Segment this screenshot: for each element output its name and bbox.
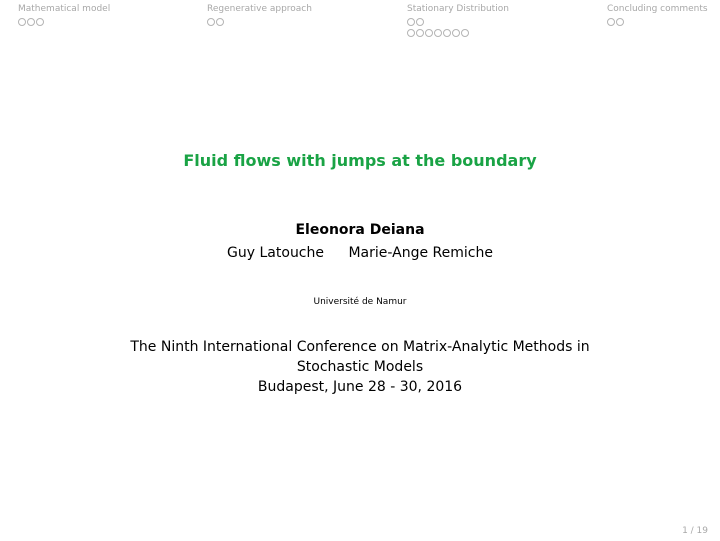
conference-date-line: Budapest, June 28 - 30, 2016 — [257, 379, 463, 395]
nav-dot-icon[interactable] — [425, 29, 433, 37]
nav-dot-icon[interactable] — [36, 18, 44, 26]
presentation-title: Fluid flows with jumps at the boundary — [183, 151, 537, 170]
nav-dot-icon[interactable] — [616, 18, 624, 26]
nav-dot-icon[interactable] — [434, 29, 442, 37]
nav-title[interactable]: Concluding comments — [607, 4, 708, 14]
navigation-bar — [0, 0, 720, 40]
nav-section-concluding-comments[interactable] — [607, 4, 708, 26]
presenter-name: Eleonora Deiana — [295, 222, 425, 238]
conference-info — [0, 337, 720, 397]
page-number: 1 / 19 — [682, 526, 708, 536]
nav-dot-icon[interactable] — [216, 18, 224, 26]
nav-dot-icon[interactable] — [416, 18, 424, 26]
nav-dots-row — [407, 29, 509, 37]
nav-dots-row — [18, 18, 110, 26]
nav-dot-icon[interactable] — [407, 18, 415, 26]
nav-section-mathematical-model[interactable] — [18, 4, 110, 26]
nav-dot-icon[interactable] — [416, 29, 424, 37]
nav-dot-icon[interactable] — [18, 18, 26, 26]
nav-section-regenerative-approach[interactable] — [207, 4, 312, 26]
nav-dot-icon[interactable] — [452, 29, 460, 37]
nav-dot-icon[interactable] — [607, 18, 615, 26]
coauthors — [0, 245, 720, 261]
nav-dot-icon[interactable] — [27, 18, 35, 26]
nav-dot-icon[interactable] — [443, 29, 451, 37]
nav-dots-row — [407, 18, 509, 26]
nav-title[interactable]: Stationary Distribution — [407, 4, 509, 14]
nav-dot-icon[interactable] — [407, 29, 415, 37]
nav-section-stationary-distribution[interactable] — [407, 4, 509, 37]
nav-dot-icon[interactable] — [207, 18, 215, 26]
conference-line: The Ninth International Conference on Matrix-Analytic Methods in — [130, 339, 590, 355]
nav-dots-row — [207, 18, 312, 26]
coauthor-name: Guy Latouche — [227, 245, 324, 261]
coauthor-name: Marie-Ange Remiche — [348, 245, 493, 261]
institute: Université de Namur — [313, 297, 407, 307]
conference-line: Stochastic Models — [296, 359, 424, 375]
nav-dot-icon[interactable] — [461, 29, 469, 37]
nav-dots-row — [607, 18, 708, 26]
nav-title[interactable]: Regenerative approach — [207, 4, 312, 14]
nav-title[interactable]: Mathematical model — [18, 4, 111, 14]
